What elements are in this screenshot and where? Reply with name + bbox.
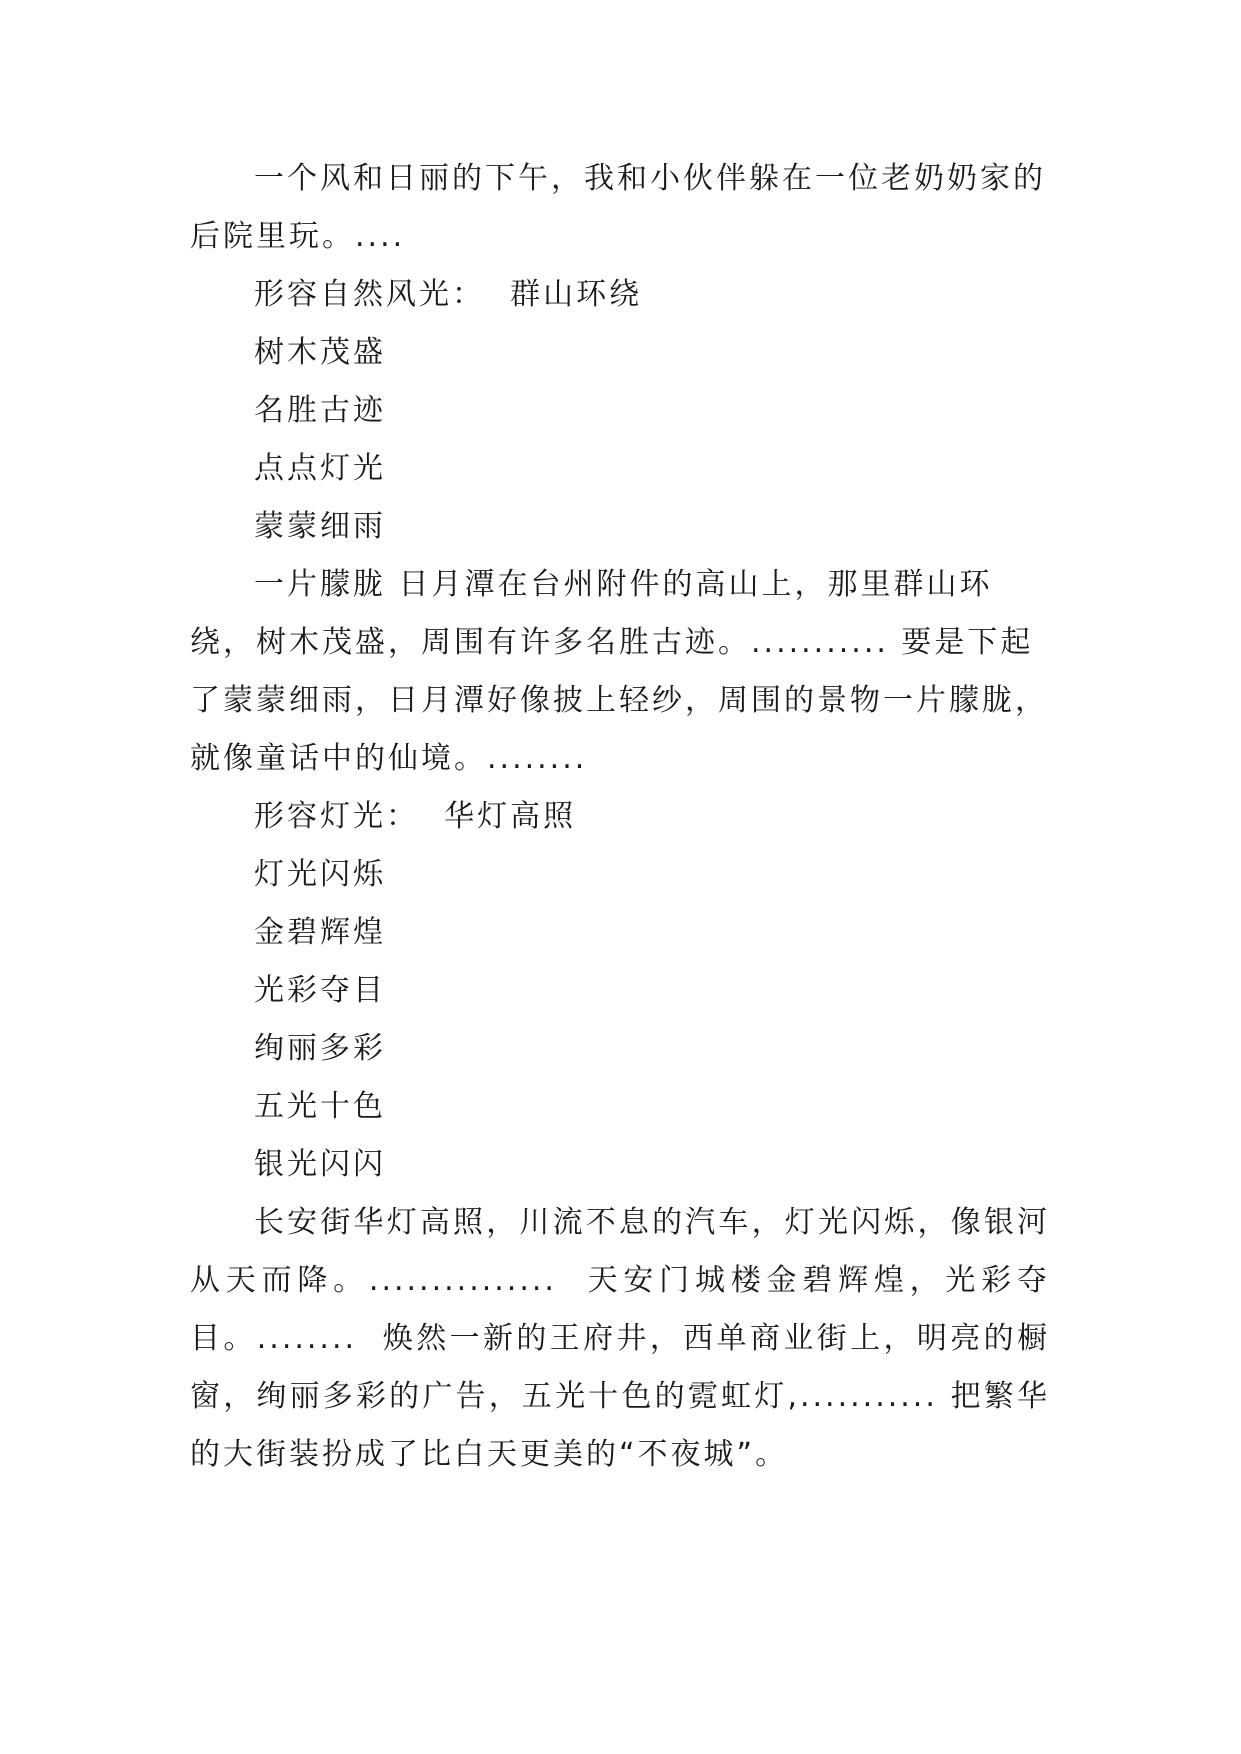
phrase-item: 点点灯光 bbox=[254, 451, 386, 486]
phrase-item: 光彩夺目 bbox=[254, 973, 386, 1008]
phrase-item: 蒙蒙细雨 bbox=[254, 509, 386, 544]
paragraph-changan-street: 长安街华灯高照，川流不息的汽车，灯光闪烁，像银河从天而降。............... 天安门城楼金碧辉煌，光彩夺目。........ 焕然一新的王府井，西单商业街上，明亮的橱窗，绚丽多彩的广告，五光十色的霓虹灯,........... 把繁华的大街装扮成了比白天更美的“不夜城”。 bbox=[190, 1205, 1050, 1472]
phrase-item: 灯光闪烁 bbox=[254, 857, 386, 892]
phrase-lights-heading: 形容灯光： 华灯高照 bbox=[254, 799, 577, 834]
phrase-item: 名胜古迹 bbox=[254, 393, 386, 428]
paragraph-sun-moon-lake: 一片朦胧 日月潭在台州附件的高山上，那里群山环绕，树木茂盛，周围有许多名胜古迹。........... 要是下起了蒙蒙细雨，日月潭好像披上轻纱，周围的景物一片朦胧，就像童话中的仙境。........ bbox=[190, 567, 1048, 776]
phrase-item: 金碧辉煌 bbox=[254, 915, 386, 950]
phrase-item: 银光闪闪 bbox=[254, 1147, 386, 1182]
phrase-item: 树木茂盛 bbox=[254, 335, 386, 370]
paragraph-intro: 一个风和日丽的下午，我和小伙伴躲在一位老奶奶家的后院里玩。.... bbox=[190, 161, 1046, 254]
phrase-item: 五光十色 bbox=[254, 1089, 386, 1124]
document-body bbox=[190, 150, 1050, 1484]
phrase-nature-heading: 形容自然风光： 群山环绕 bbox=[254, 277, 643, 312]
phrase-item: 绚丽多彩 bbox=[254, 1031, 386, 1066]
